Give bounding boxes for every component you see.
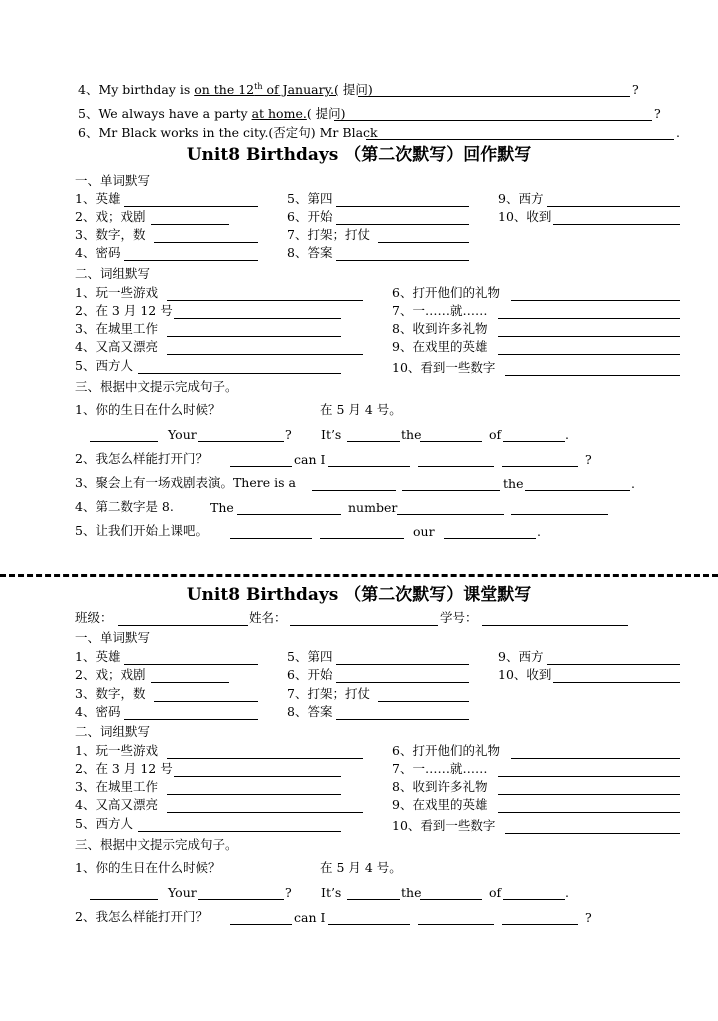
word-item: 2、戏；戏剧 [75,667,146,682]
answer-line[interactable] [328,924,410,925]
period: . [537,524,541,539]
answer-line[interactable] [320,538,404,539]
student-id-field[interactable] [482,625,628,626]
word-item: 9、西方 [498,191,544,206]
word-item: 3、数字，数 [75,686,146,701]
class-label: 班级： [75,610,113,625]
answer-line[interactable] [230,924,292,925]
answer-line[interactable] [553,224,680,225]
word-item: 10、收到 [498,667,552,682]
answer-line[interactable] [198,899,284,900]
question-mark: ? [654,106,661,121]
sentence-2: 2、我怎么样能打开门？ [75,451,208,466]
phrase-item: 9、在戏里的英雄 [392,797,488,812]
answer-line[interactable] [336,224,469,225]
answer-line[interactable] [378,701,469,702]
phrases-heading: 二、词组默写 [75,266,151,281]
answer-line[interactable] [498,318,680,319]
answer-line[interactable] [151,682,229,683]
answer-line[interactable] [336,682,469,683]
answer-line[interactable] [498,336,680,337]
answer-line[interactable] [547,664,680,665]
word-the: the [401,885,422,900]
word-item: 7、打架；打仗 [287,686,370,701]
question-6: 6、Mr Black works in the city.(否定句) Mr Black [78,125,378,140]
underlined-phrase: at home. [251,106,307,121]
phrase-item: 6、打开他们的礼物 [392,285,500,300]
word-can-i: can I [294,910,326,925]
phrase-item: 1、玩一些游戏 [75,743,158,758]
answer-line[interactable] [502,924,578,925]
word-item: 8、答案 [287,245,333,260]
answer-line[interactable] [90,899,158,900]
answer-line[interactable] [418,466,494,467]
answer-line[interactable] [503,441,565,442]
answer-line[interactable] [505,375,680,376]
word-item: 9、西方 [498,649,544,664]
answer-line[interactable] [366,139,674,140]
period: . [565,885,569,900]
answer-line[interactable] [124,206,258,207]
answer-line[interactable] [328,466,410,467]
answer-line[interactable] [312,490,396,491]
answer-line[interactable] [334,120,652,121]
question-5: 5、We always have a party at home.( 提问) [78,106,346,121]
answer-line[interactable] [498,776,680,777]
word-number: number [348,500,398,515]
answer-line[interactable] [154,701,258,702]
phrase-item: 5、西方人 [75,358,133,373]
word-our: our [413,524,435,539]
answer-line[interactable] [167,354,363,355]
sentence-2: 2、我怎么样能打开门？ [75,909,208,924]
answer-line[interactable] [498,794,680,795]
answer-line[interactable] [198,441,284,442]
name-field[interactable] [290,625,438,626]
answer-line[interactable] [358,96,630,97]
answer-line[interactable] [444,538,536,539]
answer-line[interactable] [378,242,469,243]
name-label: 姓名： [249,610,287,625]
answer-line[interactable] [237,514,341,515]
word-of: of [489,885,502,900]
phrase-item: 8、收到许多礼物 [392,779,488,794]
answer-line[interactable] [167,758,363,759]
answer-line[interactable] [336,664,469,665]
word-item: 5、第四 [287,191,333,206]
sentence-3: 3、聚会上有一场戏剧表演。There is a [75,475,296,490]
answer-line[interactable] [553,682,680,683]
period: . [631,476,635,491]
answer-line[interactable] [230,538,312,539]
question-4: 4、My birthday is on the 12th of January.( 提问) [78,81,373,97]
sentences-heading: 三、根据中文提示完成句子。 [75,837,238,852]
phrase-item: 2、在 3 月 12 号 [75,303,173,318]
answer-line[interactable] [420,899,482,900]
word-your: Your [168,885,197,900]
phrase-item: 1、玩一些游戏 [75,285,158,300]
answer-line[interactable] [167,794,341,795]
word-your: Your [168,427,197,442]
answer-line[interactable] [336,719,469,720]
answer-line[interactable] [138,831,341,832]
answer-line[interactable] [511,514,608,515]
answer-line[interactable] [124,664,258,665]
phrase-item: 10、看到一些数字 [392,360,496,375]
question-mark: ? [285,427,292,442]
phrase-item: 3、在城里工作 [75,779,158,794]
word-its: It’s [321,427,342,442]
phrase-item: 4、又高又漂亮 [75,339,158,354]
answer-line[interactable] [505,833,680,834]
answer-line[interactable] [174,318,341,319]
sentence-1-answer: 在 5 月 4 号。 [320,402,402,417]
word-item: 1、英雄 [75,191,121,206]
word-item: 3、数字，数 [75,227,146,242]
answer-line[interactable] [418,924,494,925]
answer-line[interactable] [502,466,578,467]
question-mark: ? [632,82,639,97]
phrase-item: 3、在城里工作 [75,321,158,336]
section-2-title: Unit8 Birthdays （第二次默写）课堂默写 [186,585,532,605]
answer-line[interactable] [167,336,341,337]
answer-line[interactable] [347,441,400,442]
answer-line[interactable] [124,719,258,720]
question-mark: ? [585,910,592,925]
phrase-item: 6、打开他们的礼物 [392,743,500,758]
period: . [676,125,680,140]
answer-line[interactable] [90,441,158,442]
class-field[interactable] [118,625,248,626]
word-its: It’s [321,885,342,900]
answer-line[interactable] [167,812,363,813]
phrase-item: 7、一……就…… [392,761,488,776]
word-item: 4、密码 [75,245,121,260]
answer-line[interactable] [124,260,258,261]
question-mark: ? [585,452,592,467]
sentences-heading: 三、根据中文提示完成句子。 [75,379,238,394]
sentence-1-answer: 在 5 月 4 号。 [320,860,402,875]
word-item: 10、收到 [498,209,552,224]
sentence-1: 1、你的生日在什么时候？ [75,860,221,875]
section-1-title: Unit8 Birthdays （第二次默写）回作默写 [186,145,532,165]
phrase-item: 7、一……就…… [392,303,488,318]
answer-line[interactable] [230,466,292,467]
phrases-heading: 二、词组默写 [75,724,151,739]
underlined-phrase: on the 12th of January.( [194,81,339,97]
student-id-label: 学号： [440,610,478,625]
word-can-i: can I [294,452,326,467]
answer-line[interactable] [151,224,229,225]
answer-line[interactable] [167,300,363,301]
word-item: 6、开始 [287,209,333,224]
word-item: 6、开始 [287,667,333,682]
word-item: 2、戏；戏剧 [75,209,146,224]
answer-line[interactable] [420,441,482,442]
word-item: 7、打架；打仗 [287,227,370,242]
word-item: 1、英雄 [75,649,121,664]
words-heading: 一、单词默写 [75,173,151,188]
question-mark: ? [285,885,292,900]
answer-line[interactable] [511,758,680,759]
phrase-item: 10、看到一些数字 [392,818,496,833]
phrase-item: 9、在戏里的英雄 [392,339,488,354]
answer-line[interactable] [336,206,469,207]
answer-line[interactable] [138,373,341,374]
word-item: 4、密码 [75,704,121,719]
word-of: of [489,427,502,442]
answer-line[interactable] [503,899,565,900]
sentence-1: 1、你的生日在什么时候？ [75,402,221,417]
phrase-item: 5、西方人 [75,816,133,831]
answer-line[interactable] [154,242,258,243]
answer-line[interactable] [498,812,680,813]
answer-line[interactable] [347,899,400,900]
word-the: The [210,500,234,515]
phrase-item: 2、在 3 月 12 号 [75,761,173,776]
answer-line[interactable] [397,514,504,515]
cut-line-divider [0,574,718,577]
answer-line[interactable] [174,776,341,777]
answer-line[interactable] [498,354,680,355]
phrase-item: 8、收到许多礼物 [392,321,488,336]
sentence-5: 5、让我们开始上课吧。 [75,523,208,538]
sentence-4: 4、第二数字是 8. [75,499,174,514]
word-the: the [401,427,422,442]
answer-line[interactable] [547,206,680,207]
answer-line[interactable] [402,490,500,491]
words-heading: 一、单词默写 [75,630,151,645]
period: . [565,427,569,442]
answer-line[interactable] [525,490,630,491]
word-item: 5、第四 [287,649,333,664]
word-item: 8、答案 [287,704,333,719]
phrase-item: 4、又高又漂亮 [75,797,158,812]
word-the: the [503,476,524,491]
answer-line[interactable] [336,260,469,261]
answer-line[interactable] [511,300,680,301]
